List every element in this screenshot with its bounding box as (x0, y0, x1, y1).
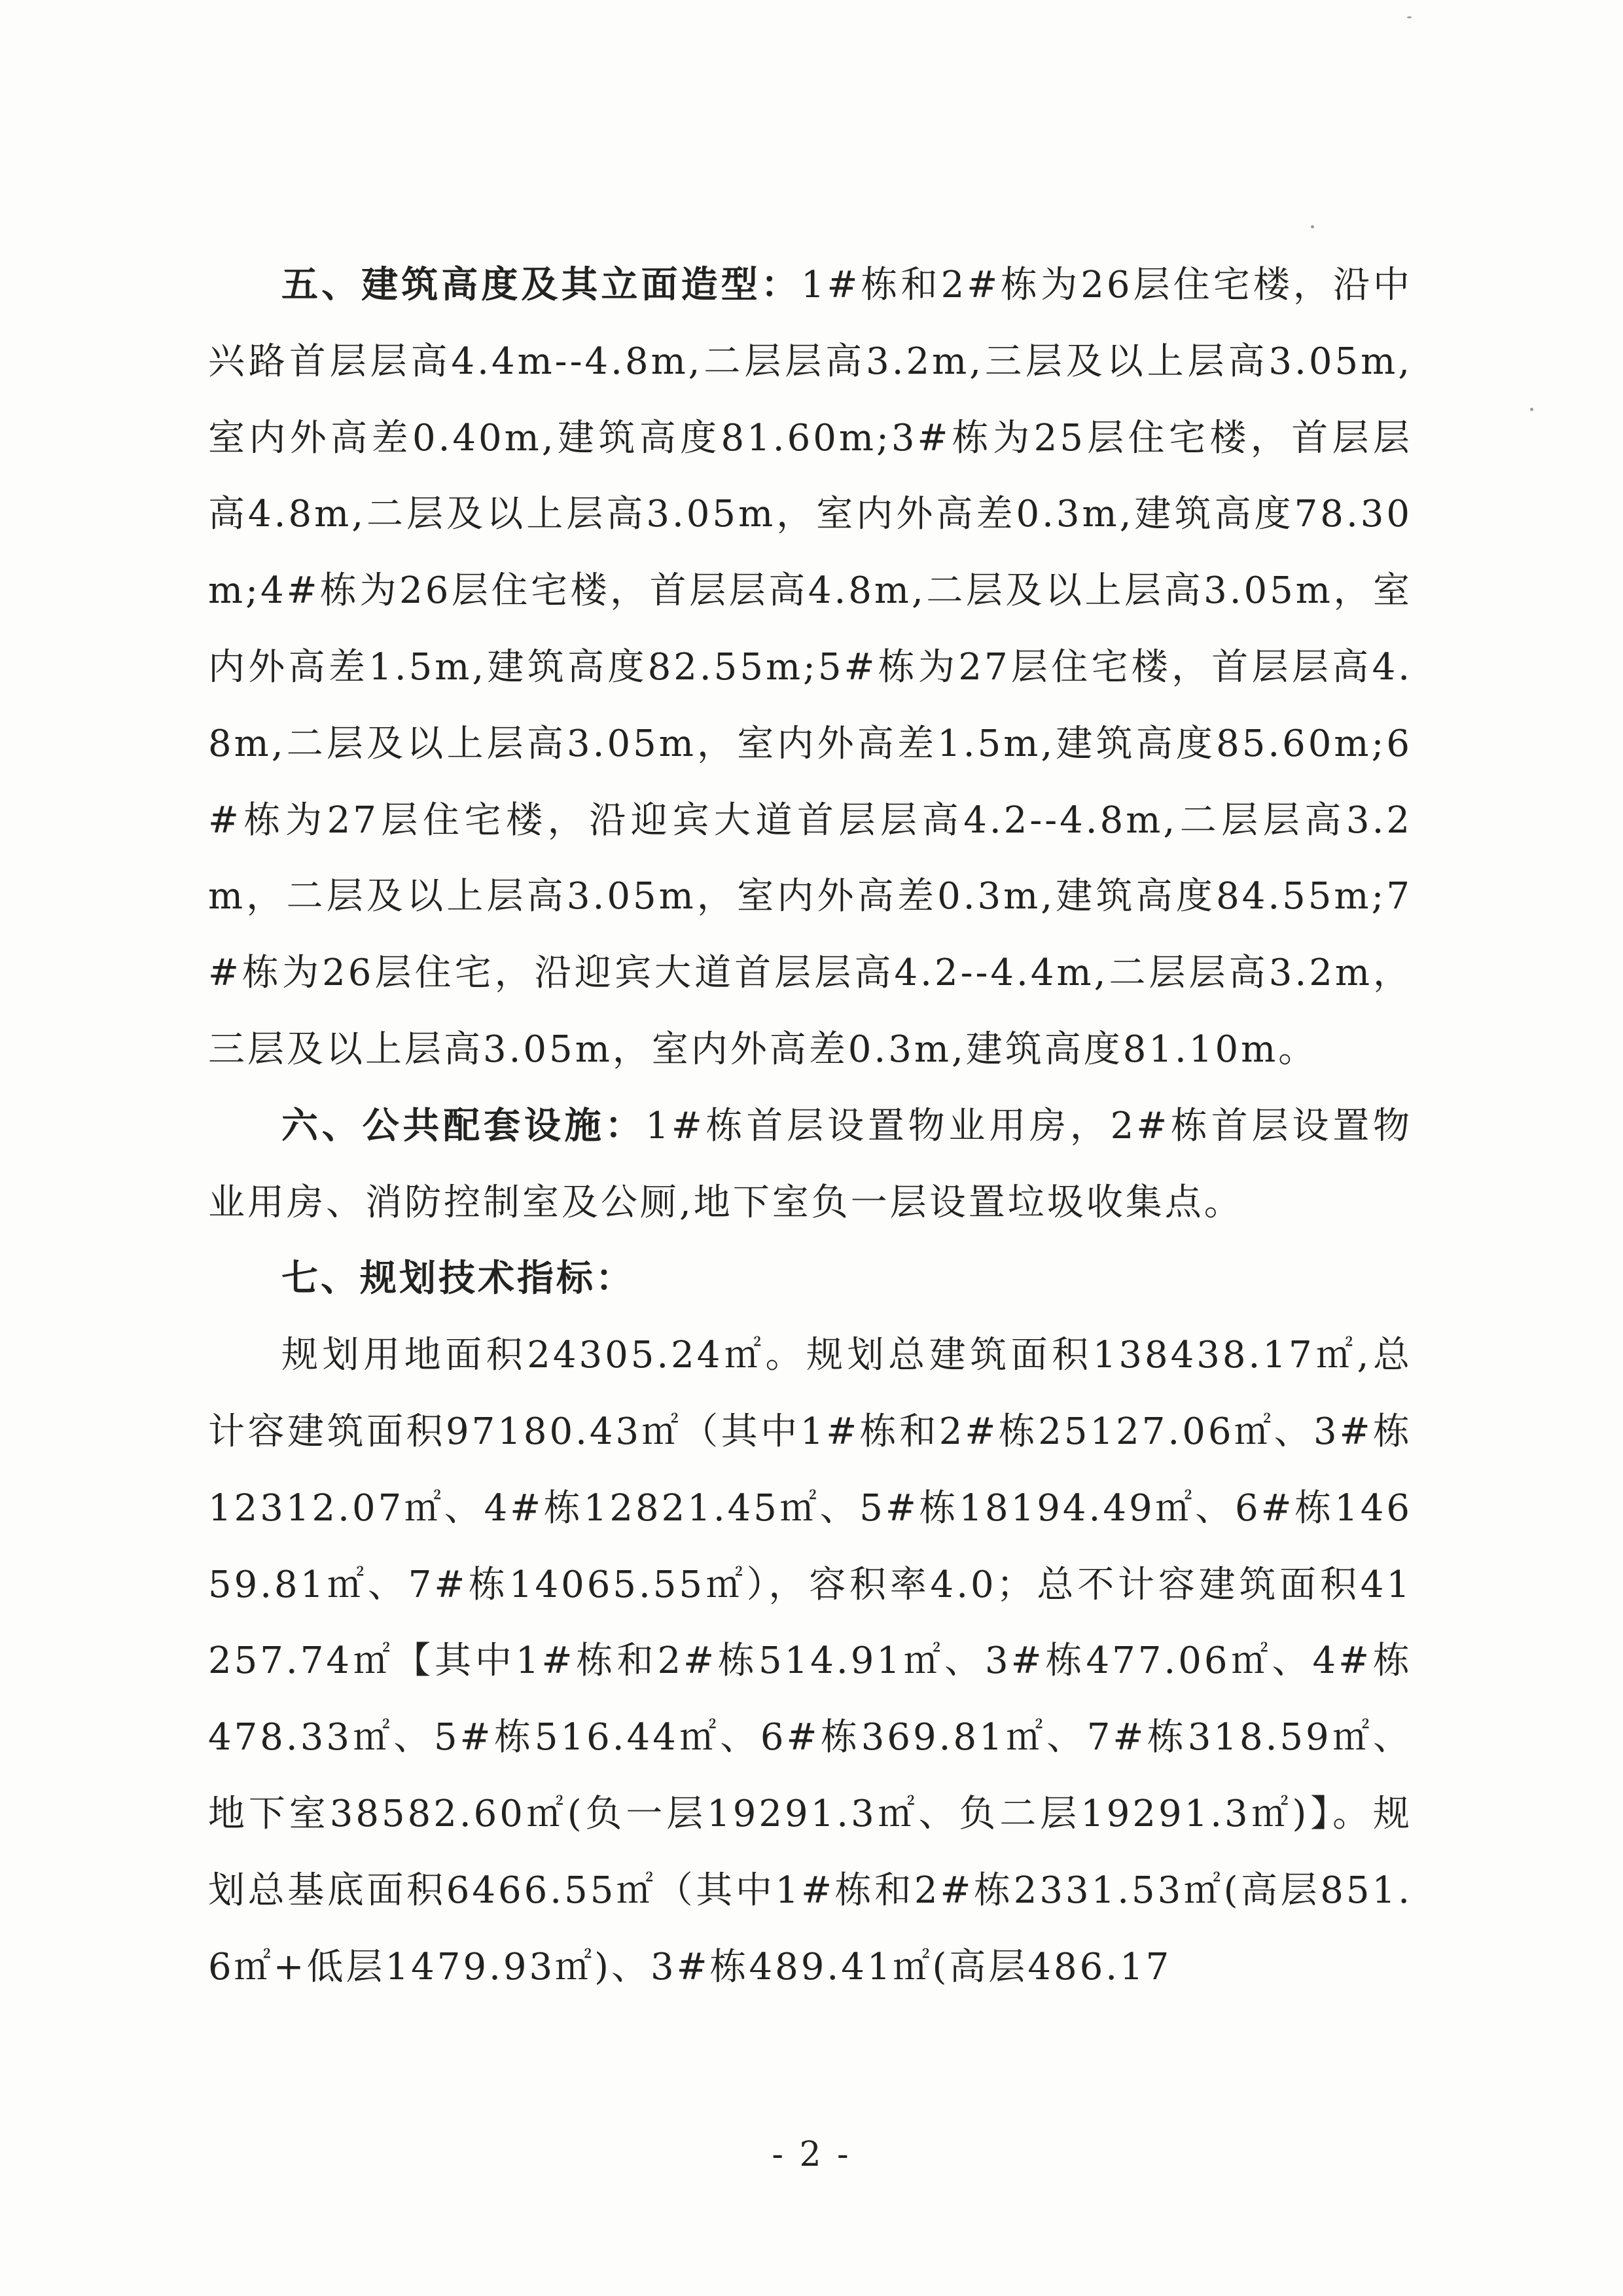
section-5-text: 1#栋和2#栋为26层住宅楼，沿中兴路首层层高4.4m--4.8m,二层层高3.2m,三层及以上层高3.05m,室内外高差0.40m,建筑高度81.60m;3#栋为25层住宅楼，首层层高4.8m,二层及以上层高3.05m，室内外高差0.3m,建筑高度78.30m;4#栋为26层住宅楼，首层层高4.8m,二层及以上层高3.05m，室内外高差1.5m,建筑高度82.55m;5#栋为27层住宅楼，首层层高4.8m,二层及以上层高3.05m，室内外高差1.5m,建筑高度85.60m;6#栋为27层住宅楼，沿迎宾大道首层层高4.2--4.8m,二层层高3.2m，二层及以上层高3.05m，室内外高差0.3m,建筑高度84.55m;7#栋为26层住宅，沿迎宾大道首层层高4.2--4.4m,二层层高3.2m，三层及以上层高3.05m，室内外高差0.3m,建筑高度81.10m。 (208, 264, 1413, 1071)
document-body (208, 247, 1412, 2005)
scan-speck (1311, 225, 1314, 228)
section-5-building-height (208, 247, 1412, 1088)
section-7-heading: 七、规划技术指标： (281, 1257, 635, 1300)
scan-speck (1407, 16, 1412, 18)
page-number: - 2 - (772, 2135, 851, 2174)
section-6-text: 1#栋首层设置物业用房，2#栋首层设置物业用房、消防控制室及公厕,地下室负一层设置垃圾收集点。 (208, 1104, 1412, 1224)
section-5-heading: 五、建筑高度及其立面造型： (281, 264, 801, 306)
section-7-text: 规划用地面积24305.24㎡。规划总建筑面积138438.17㎡,总计容建筑面积97180.43㎡（其中1#栋和2#栋25127.06㎡、3#栋12312.07㎡、4#栋12821.45㎡、5#栋18194.49㎡、6#栋14659.81㎡、7#栋14065.55㎡），容积率4.0；总不计容建筑面积41257.74㎡【其中1#栋和2#栋514.91㎡、3#栋477.06㎡、4#栋478.33㎡、5#栋516.44㎡、6#栋369.81㎡、7#栋318.59㎡、地下室38582.60㎡(负一层19291.3㎡、负二层19291.3㎡)】。规划总基底面积6466.55㎡（其中1#栋和2#栋2331.53㎡(高层851.6㎡+低层1479.93㎡)、3#栋489.41㎡(高层486.17 (208, 1334, 1412, 1988)
scan-speck (1530, 408, 1533, 411)
section-7-planning-indicators (208, 1241, 1412, 1318)
section-6-public-facilities (208, 1088, 1412, 1242)
section-6-heading: 六、公共配套设施： (281, 1104, 646, 1147)
